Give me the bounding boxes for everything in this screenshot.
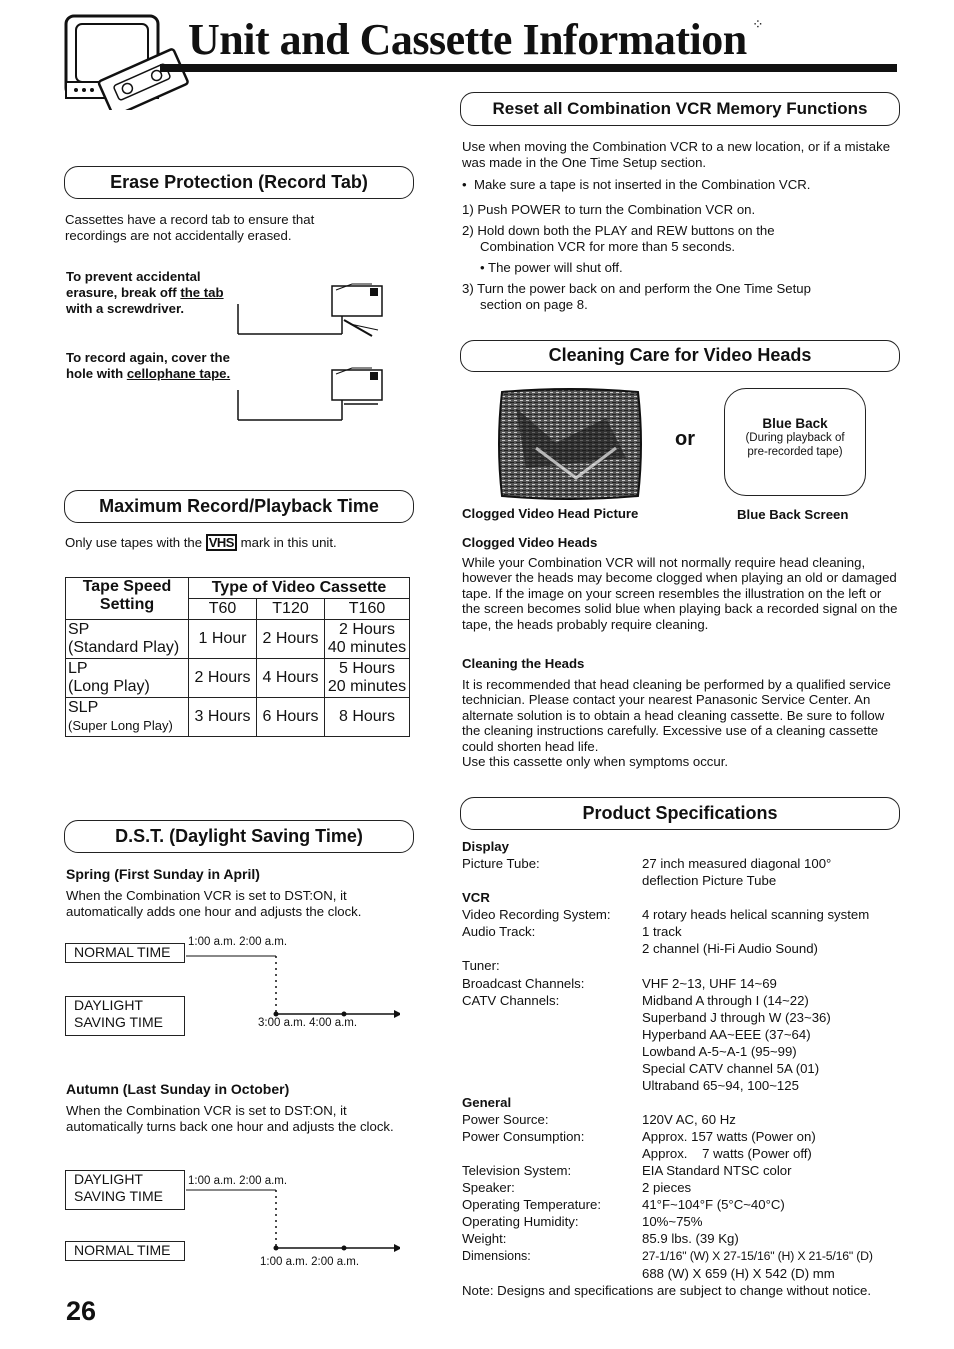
spec-label: Dimensions: [462,1249,531,1263]
autumn-title: Autumn (Last Sunday in October) [66,1081,290,1097]
spring-title: Spring (First Sunday in April) [66,866,260,882]
blue-back-screen [724,388,866,496]
spec-label: Operating Humidity: [462,1214,579,1229]
speed-name: (Super Long Play) [68,718,173,733]
cell-t120: 6 Hours [257,698,325,737]
spring-daylight-box [65,996,185,1036]
spec-label: Picture Tube: [462,856,540,871]
spring-top-times: 1:00 a.m. 2:00 a.m. [188,936,288,948]
dst-heading [64,820,414,853]
spec-label: Power Source: [462,1112,549,1127]
cell-t120: 4 Hours [257,659,325,698]
autumn-daylight-label-2: SAVING TIME [74,1188,163,1204]
cell-t160 [325,659,410,698]
caption-clogged: Clogged Video Head Picture [462,506,639,521]
spec-value: deflection Picture Tube [642,873,777,888]
spec-value: Hyperband AA~EEE (37~64) [642,1027,811,1042]
max-time-heading-text: Maximum Record/Playback Time [99,496,379,516]
spec-value: 4 rotary heads helical scanning system [642,907,870,922]
table-row [66,698,410,737]
spring-bottom-times: 3:00 a.m. 4:00 a.m. [258,1017,358,1029]
speed-name: (Long Play) [68,678,150,695]
speed-code: SLP [68,699,99,716]
clogged-head-picture [496,388,644,500]
spring-text: When the Combination VCR is set to DST:ON, it automatically adds one hour and adjusts the clock. [66,888,362,919]
heads-title: Cleaning the Heads [462,656,585,671]
reset-intro: Use when moving the Combination VCR to a new location, or if a mistake was made in the One Time Setup section. [462,139,891,170]
col-t160: T160 [325,599,410,620]
cleaning-heading-text: Cleaning Care for Video Heads [548,345,812,365]
reset-step-1: 1) Push POWER to turn the Combination VCR on. [462,202,756,217]
speed-cell [66,620,189,659]
reset-step-2a: 2) Hold down both the PLAY and REW buttons on the [462,223,775,238]
autumn-top-times: 1:00 a.m. 2:00 a.m. [188,1175,288,1187]
vhs-intro-post: mark in this unit. [240,535,337,550]
dst-heading-text: D.S.T. (Daylight Saving Time) [115,826,363,846]
sparkle-icon: ⁘ [752,16,764,32]
col-t120: T120 [257,599,325,620]
spec-value: Approx. 157 watts (Power on) [642,1129,816,1144]
table-row [66,659,410,698]
spec-display-title: Display [462,839,509,854]
table-row [66,620,410,659]
spring-normal-time-box [65,943,185,963]
spec-value: Special CATV channel 5A (01) [642,1061,820,1076]
speed-code: LP [68,660,88,677]
spec-value: 27 inch measured diagonal 100° [642,856,832,871]
cell-t160-a: 2 Hours [338,621,396,638]
spec-label: Weight: [462,1231,507,1246]
autumn-daylight-box [65,1170,185,1210]
reset-step-2c: • The power will shut off. [480,260,623,275]
spec-label: Video Recording System: [462,907,611,922]
spec-value: 41°F~104°F (5°C~40°C) [642,1197,785,1212]
prevent-line-2-pre: erasure, break off [66,285,181,300]
col-header-speed [66,578,189,620]
erase-protection-heading [64,166,414,199]
cell-t160-b: 20 minutes [327,678,407,695]
reset-heading-text: Reset all Combination VCR Memory Functions [492,99,868,118]
col-header-speed-1: Tape Speed [82,578,172,595]
cellophane-tape-link: cellophane tape. [126,366,231,381]
spec-value: 27-1/16" (W) X 27-15/16" (H) X 21-5/16" (D) [642,1249,873,1263]
col-header-speed-2: Setting [99,596,155,613]
spec-value: 1 track [642,924,682,939]
reset-heading [460,92,900,126]
blue-back-sublabel: (During playback of pre-recorded tape) [745,432,845,458]
tape-time-table [65,577,410,737]
caption-blue-back: Blue Back Screen [737,507,849,522]
prevent-line-3: with a screwdriver. [66,301,185,316]
page-number: 26 [66,1296,97,1326]
the-tab-link: the tab [180,285,224,300]
speed-cell [66,659,189,698]
reset-step-2b: Combination VCR for more than 5 seconds. [480,239,736,254]
spec-label: Television System: [462,1163,572,1178]
spec-general-title: General [462,1095,512,1110]
cell-t120: 2 Hours [257,620,325,659]
autumn-text: When the Combination VCR is set to DST:ON, it automatically turns back one hour and adjusts the clock. [66,1103,394,1134]
reset-step-3b: section on page 8. [480,297,588,312]
spec-value: 2 pieces [642,1180,692,1195]
vhs-logo: VHS [206,534,237,551]
spec-value: 688 (W) X 659 (H) X 542 (D) mm [642,1266,835,1281]
cleaning-heading [460,340,900,372]
record-line-1: To record again, cover the [66,350,230,365]
cell-t60: 1 Hour [189,620,257,659]
page-title: Unit and Cassette Information [188,15,747,64]
autumn-daylight-label-1: DAYLIGHT [74,1171,143,1187]
break-tab-illustration [232,276,392,346]
spec-value: 85.9 lbs. (39 Kg) [642,1231,739,1246]
spec-value: Ultraband 65~94, 100~125 [642,1078,799,1093]
specs-heading-text: Product Specifications [582,803,778,823]
specs-heading [460,797,900,830]
spec-label: Audio Track: [462,924,536,939]
spec-label: CATV Channels: [462,993,560,1008]
cell-t160: 8 Hours [325,698,410,737]
spec-label: Broadcast Channels: [462,976,585,991]
reset-bullet-text: Make sure a tape is not inserted in the Combination VCR. [473,177,811,192]
clogged-text: While your Combination VCR will not normally require head cleaning, however the heads may become clogged when playing an old or damaged tape. If the image on your screen resembles the illustration on the left or the screen becomes solid blue when playing back a recorded signal on the tape, the heads probably require cleaning. [462,555,898,632]
autumn-timeline [180,1186,400,1258]
spring-normal-time-label: NORMAL TIME [74,944,171,960]
spec-value: VHF 2~13, UHF 14~69 [642,976,777,991]
spec-value: 120V AC, 60 Hz [642,1112,736,1127]
col-t60: T60 [189,599,257,620]
spring-daylight-label-1: DAYLIGHT [74,997,143,1013]
erase-protection-heading-text: Erase Protection (Record Tab) [110,172,368,192]
cell-t160 [325,620,410,659]
speed-name: (Standard Play) [68,639,180,656]
cell-t160-a: 5 Hours [338,660,396,677]
cell-t160-b: 40 minutes [327,639,407,656]
spec-value: 10%~75% [642,1214,703,1229]
spec-value: EIA Standard NTSC color [642,1163,792,1178]
autumn-bottom-times: 1:00 a.m. 2:00 a.m. [260,1256,360,1268]
reset-bullet: • Make sure a tape is not inserted in the Combination VCR. [462,177,811,192]
spec-vcr-title: VCR [462,890,490,905]
title-rule [160,64,897,72]
spec-value: Midband A through I (14~22) [642,993,809,1008]
max-time-heading [64,490,414,523]
cover-tab-illustration [232,358,392,426]
spring-timeline [180,948,400,1020]
vhs-intro-pre: Only use tapes with the [65,535,203,550]
or-label: or [675,428,695,450]
spec-label: Operating Temperature: [462,1197,602,1212]
clogged-title: Clogged Video Heads [462,535,598,550]
cell-t60: 3 Hours [189,698,257,737]
col-header-type: Type of Video Cassette [189,578,410,599]
record-line-2-pre: hole with [66,366,127,381]
spec-value: Superband J through W (23~36) [642,1010,831,1025]
spec-label: Tuner: [462,958,500,973]
spec-label: Power Consumption: [462,1129,585,1144]
autumn-normal-time-label: NORMAL TIME [74,1242,171,1258]
blue-back-label: Blue Back [762,416,828,431]
erase-intro: Cassettes have a record tab to ensure that recordings are not accidentally erased. [65,212,315,243]
vhs-intro [65,534,405,551]
heads-text: It is recommended that head cleaning be performed by a qualified service technician. Please contact your nearest Panasonic Service Center. An alternate solution is to obtain a head cleaning cassette. Be sure to follow the cleaning instructions carefully. Excessive use of a cleaning cassette could shorten head life. [462,677,891,754]
cell-t60: 2 Hours [189,659,257,698]
prevent-line-1: To prevent accidental [66,269,201,284]
heads-text-2: Use this cassette only when symptoms occur. [462,754,729,769]
spec-value: Lowband A-5~A-1 (95~99) [642,1044,797,1059]
spec-note: Note: Designs and specifications are subject to change without notice. [462,1283,872,1298]
spec-label: Speaker: [462,1180,515,1195]
spec-value: Approx. 7 watts (Power off) [642,1146,812,1161]
speed-code: SP [68,621,90,638]
reset-step-3a: 3) Turn the power back on and perform the One Time Setup [462,281,811,296]
spring-daylight-label-2: SAVING TIME [74,1014,163,1030]
autumn-normal-time-box [65,1241,185,1261]
spec-value: 2 channel (Hi-Fi Audio Sound) [642,941,818,956]
tv-cassette-illustration [62,12,192,110]
speed-cell [66,698,189,737]
